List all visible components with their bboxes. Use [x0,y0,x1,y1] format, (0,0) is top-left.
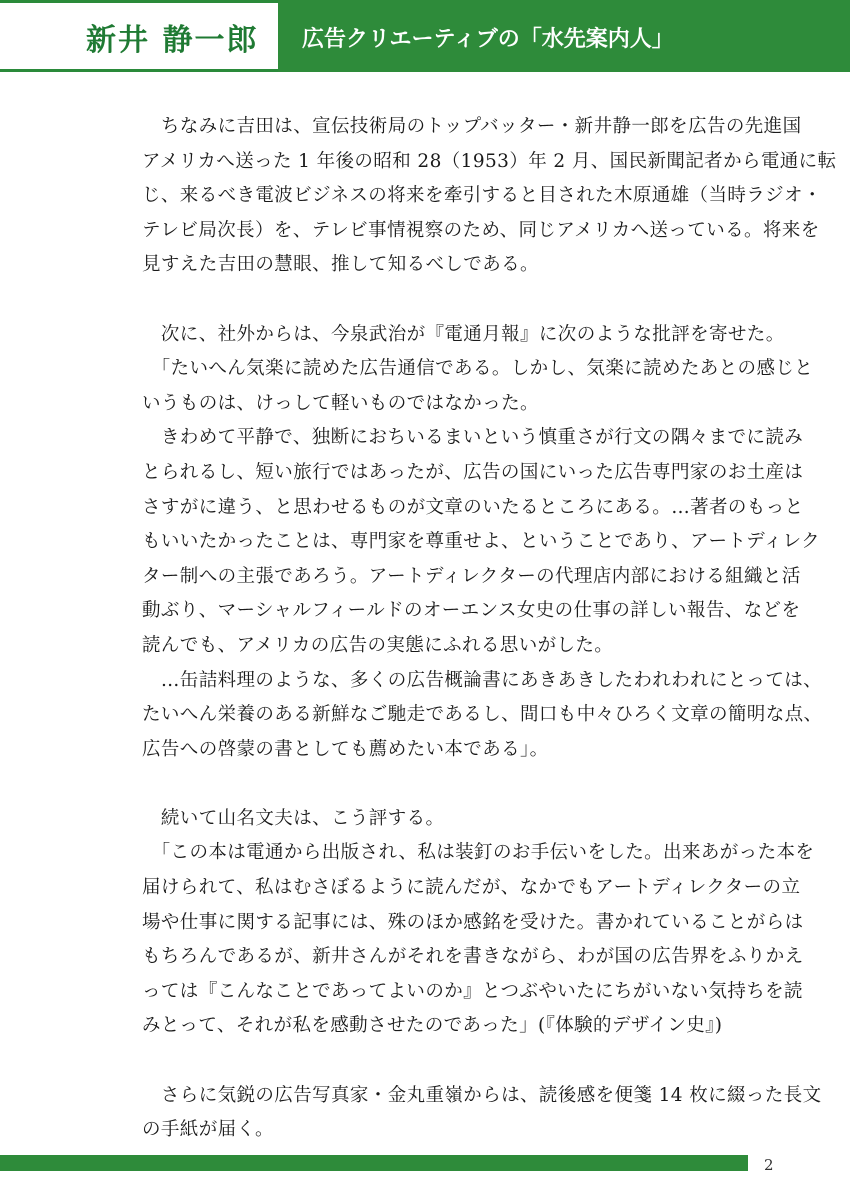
footer-bar [0,1155,748,1171]
text-line: アメリカへ送った 1 年後の昭和 28（1953）年 2 月、国民新聞記者から電通に転 [142,150,837,172]
text-line: もいいたかったことは、専門家を尊重せよ、ということであり、アートディレク [142,531,820,553]
text-line: 見すえた吉田の慧眼、推して知るべしである。 [142,254,539,276]
text-line: 届けられて、私はむさぼるように読んだが、なかでもアートディレクターの立 [142,877,801,899]
paragraph-gap [142,1044,752,1079]
text-line: …缶詰料理のような、多くの広告概論書にあきあきしたわれわれにとっては、 [142,669,823,691]
text-line: とられるし、短い旅行ではあったが、広告の国にいった広告専門家のお土産は [142,461,804,483]
text-line: 動ぶり、マーシャルフィールドのオーエンス女史の仕事の詳しい報告、などを [142,600,801,622]
text-line: の手紙が届く。 [142,1119,274,1141]
text-line: 次に、社外からは、今泉武治が『電通月報』に次のような批評を寄せた。 [142,323,785,345]
text-line: 広告への啓蒙の書としても薦めたい本である」。 [142,738,549,760]
text-line: みとって、それが私を感動させたのであった」(『体験的デザイン史』) [142,1015,723,1037]
series-title: 広告クリエーティブの「水先案内人」 [302,27,674,52]
author-name: 新井 静一郎 [86,23,259,58]
page-header [0,0,850,72]
text-line: 読んでも、アメリカの広告の実態にふれる思いがした。 [142,634,614,656]
series-title-panel [278,0,850,72]
text-line: ター制への主張であろう。アートディレクターの代理店内部における組織と活 [142,565,801,587]
text-line: テレビ局次長）を、テレビ事情視察のため、同じアメリカへ送っている。将来を [142,219,820,241]
paragraph-gap [142,767,752,802]
text-line: っては『こんなことであってよいのか』とつぶやいたにちがいない気持ちを読 [142,980,803,1002]
text-line: いうものは、けっして軽いものではなかった。 [142,392,539,414]
text-line: ちなみに吉田は、宣伝技術局のトップバッター・新井静一郎を広告の先進国 [142,116,802,137]
article-body [142,110,837,1148]
page-number: 2 [764,1156,774,1174]
text-line: さらに気鋭の広告写真家・金丸重嶺からは、読後感を便箋 14 枚に綴った長文 [142,1084,822,1106]
text-line: きわめて平静で、独断におちいるまいという慎重さが行文の隅々までに読み [142,427,804,449]
text-line: さすがに違う、と思わせるものが文章のいたるところにある。…著者のもっと [142,496,804,518]
text-line: 「たいへん気楽に読めた広告通信である。しかし、気楽に読めたあとの感じと [142,358,814,380]
text-line: じ、来るべき電波ビジネスの将来を牽引すると目された木原通雄（当時ラジオ・ [142,185,822,207]
text-line: たいへん栄養のある新鮮なご馳走であるし、間口も中々ひろく文章の簡明な点、 [142,704,823,726]
text-line: 場や仕事に関する記事には、殊のほか感銘を受けた。書かれていることがらは [142,911,804,933]
paragraph-gap [142,283,752,318]
text-line: 「この本は電通から出版され、私は装釘のお手伝いをした。出来あがった本を [142,842,815,864]
author-panel [0,0,278,72]
text-line: 続いて山名文夫は、こう評する。 [142,807,445,829]
text-line: もちろんであるが、新井さんがそれを書きながら、わが国の広告界をふりかえ [142,946,804,968]
